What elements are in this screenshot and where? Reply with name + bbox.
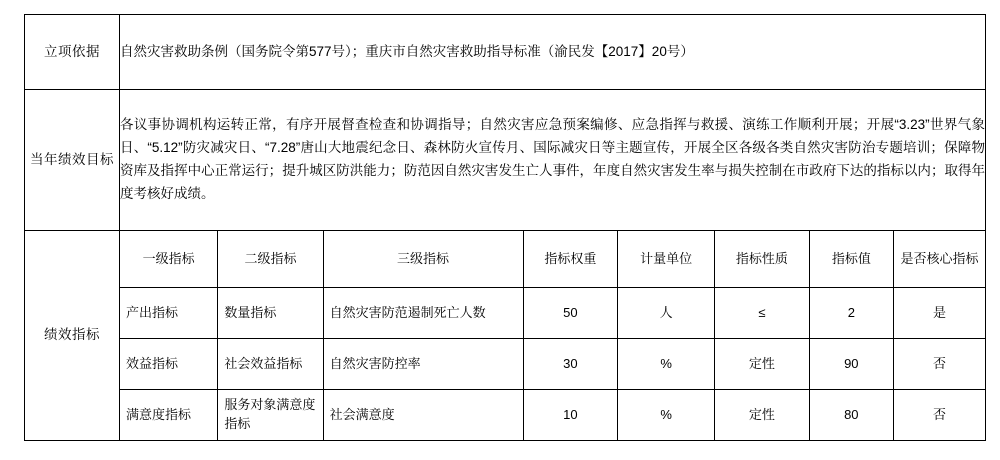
row-value-goal: 各议事协调机构运转正常，有序开展督查检查和协调指导；自然灾害应急预案编修、应急指挥与救援、演练工作顺利开展；开展“3.23”世界气象日、“5.12”防灾减灾日、“7.28”唐山大地震纪念日、森林防火宣传月、国际减灾日等主题宣传，开展全区各级各类自然灾害防治专题培训；保障物资库及指挥中心正常运行；提升城区防洪能力；防范因自然灾害发生亡人事件，年度自然灾害发生率与损失控制在市政府下达的指标以内；取得年度考核好成绩。 [120, 90, 986, 231]
table-row [120, 390, 985, 441]
cell-weight: 30 [523, 339, 618, 390]
cell-level3: 自然灾害防范遏制死亡人数 [323, 288, 523, 339]
performance-target-table [24, 14, 986, 441]
cell-level3: 自然灾害防控率 [323, 339, 523, 390]
cell-value: 80 [809, 390, 893, 441]
cell-core: 否 [893, 390, 985, 441]
table-row-goal [25, 90, 986, 231]
indicators-header-row [120, 231, 985, 288]
header-unit: 计量单位 [618, 231, 715, 288]
cell-nature: 定性 [715, 390, 810, 441]
cell-core: 否 [893, 339, 985, 390]
row-value-basis: 自然灾害救助条例（国务院令第577号）；重庆市自然灾害救助指导标准（渝民发【2017】20号） [120, 15, 986, 90]
cell-nature: 定性 [715, 339, 810, 390]
table-row [120, 288, 985, 339]
cell-weight: 50 [523, 288, 618, 339]
cell-level3: 社会满意度 [323, 390, 523, 441]
header-value: 指标值 [809, 231, 893, 288]
table-row [120, 339, 985, 390]
cell-level1: 满意度指标 [120, 390, 218, 441]
table-row-basis [25, 15, 986, 90]
header-weight: 指标权重 [523, 231, 618, 288]
header-level3: 三级指标 [323, 231, 523, 288]
cell-unit: 人 [618, 288, 715, 339]
row-label-indicators: 绩效指标 [25, 231, 120, 441]
row-label-basis: 立项依据 [25, 15, 120, 90]
indicators-table [120, 231, 985, 440]
table-row-indicators [25, 231, 986, 441]
cell-unit: % [618, 390, 715, 441]
row-label-goal: 当年绩效目标 [25, 90, 120, 231]
document-page [0, 14, 1000, 460]
cell-level1: 效益指标 [120, 339, 218, 390]
cell-core: 是 [893, 288, 985, 339]
indicators-container [120, 231, 986, 441]
header-core: 是否核心指标 [893, 231, 985, 288]
cell-weight: 10 [523, 390, 618, 441]
cell-value: 2 [809, 288, 893, 339]
header-level1: 一级指标 [120, 231, 218, 288]
cell-nature: ≤ [715, 288, 810, 339]
cell-level2: 数量指标 [218, 288, 323, 339]
cell-level2: 服务对象满意度指标 [218, 390, 323, 441]
cell-value: 90 [809, 339, 893, 390]
cell-unit: % [618, 339, 715, 390]
cell-level2: 社会效益指标 [218, 339, 323, 390]
header-nature: 指标性质 [715, 231, 810, 288]
cell-level1: 产出指标 [120, 288, 218, 339]
header-level2: 二级指标 [218, 231, 323, 288]
